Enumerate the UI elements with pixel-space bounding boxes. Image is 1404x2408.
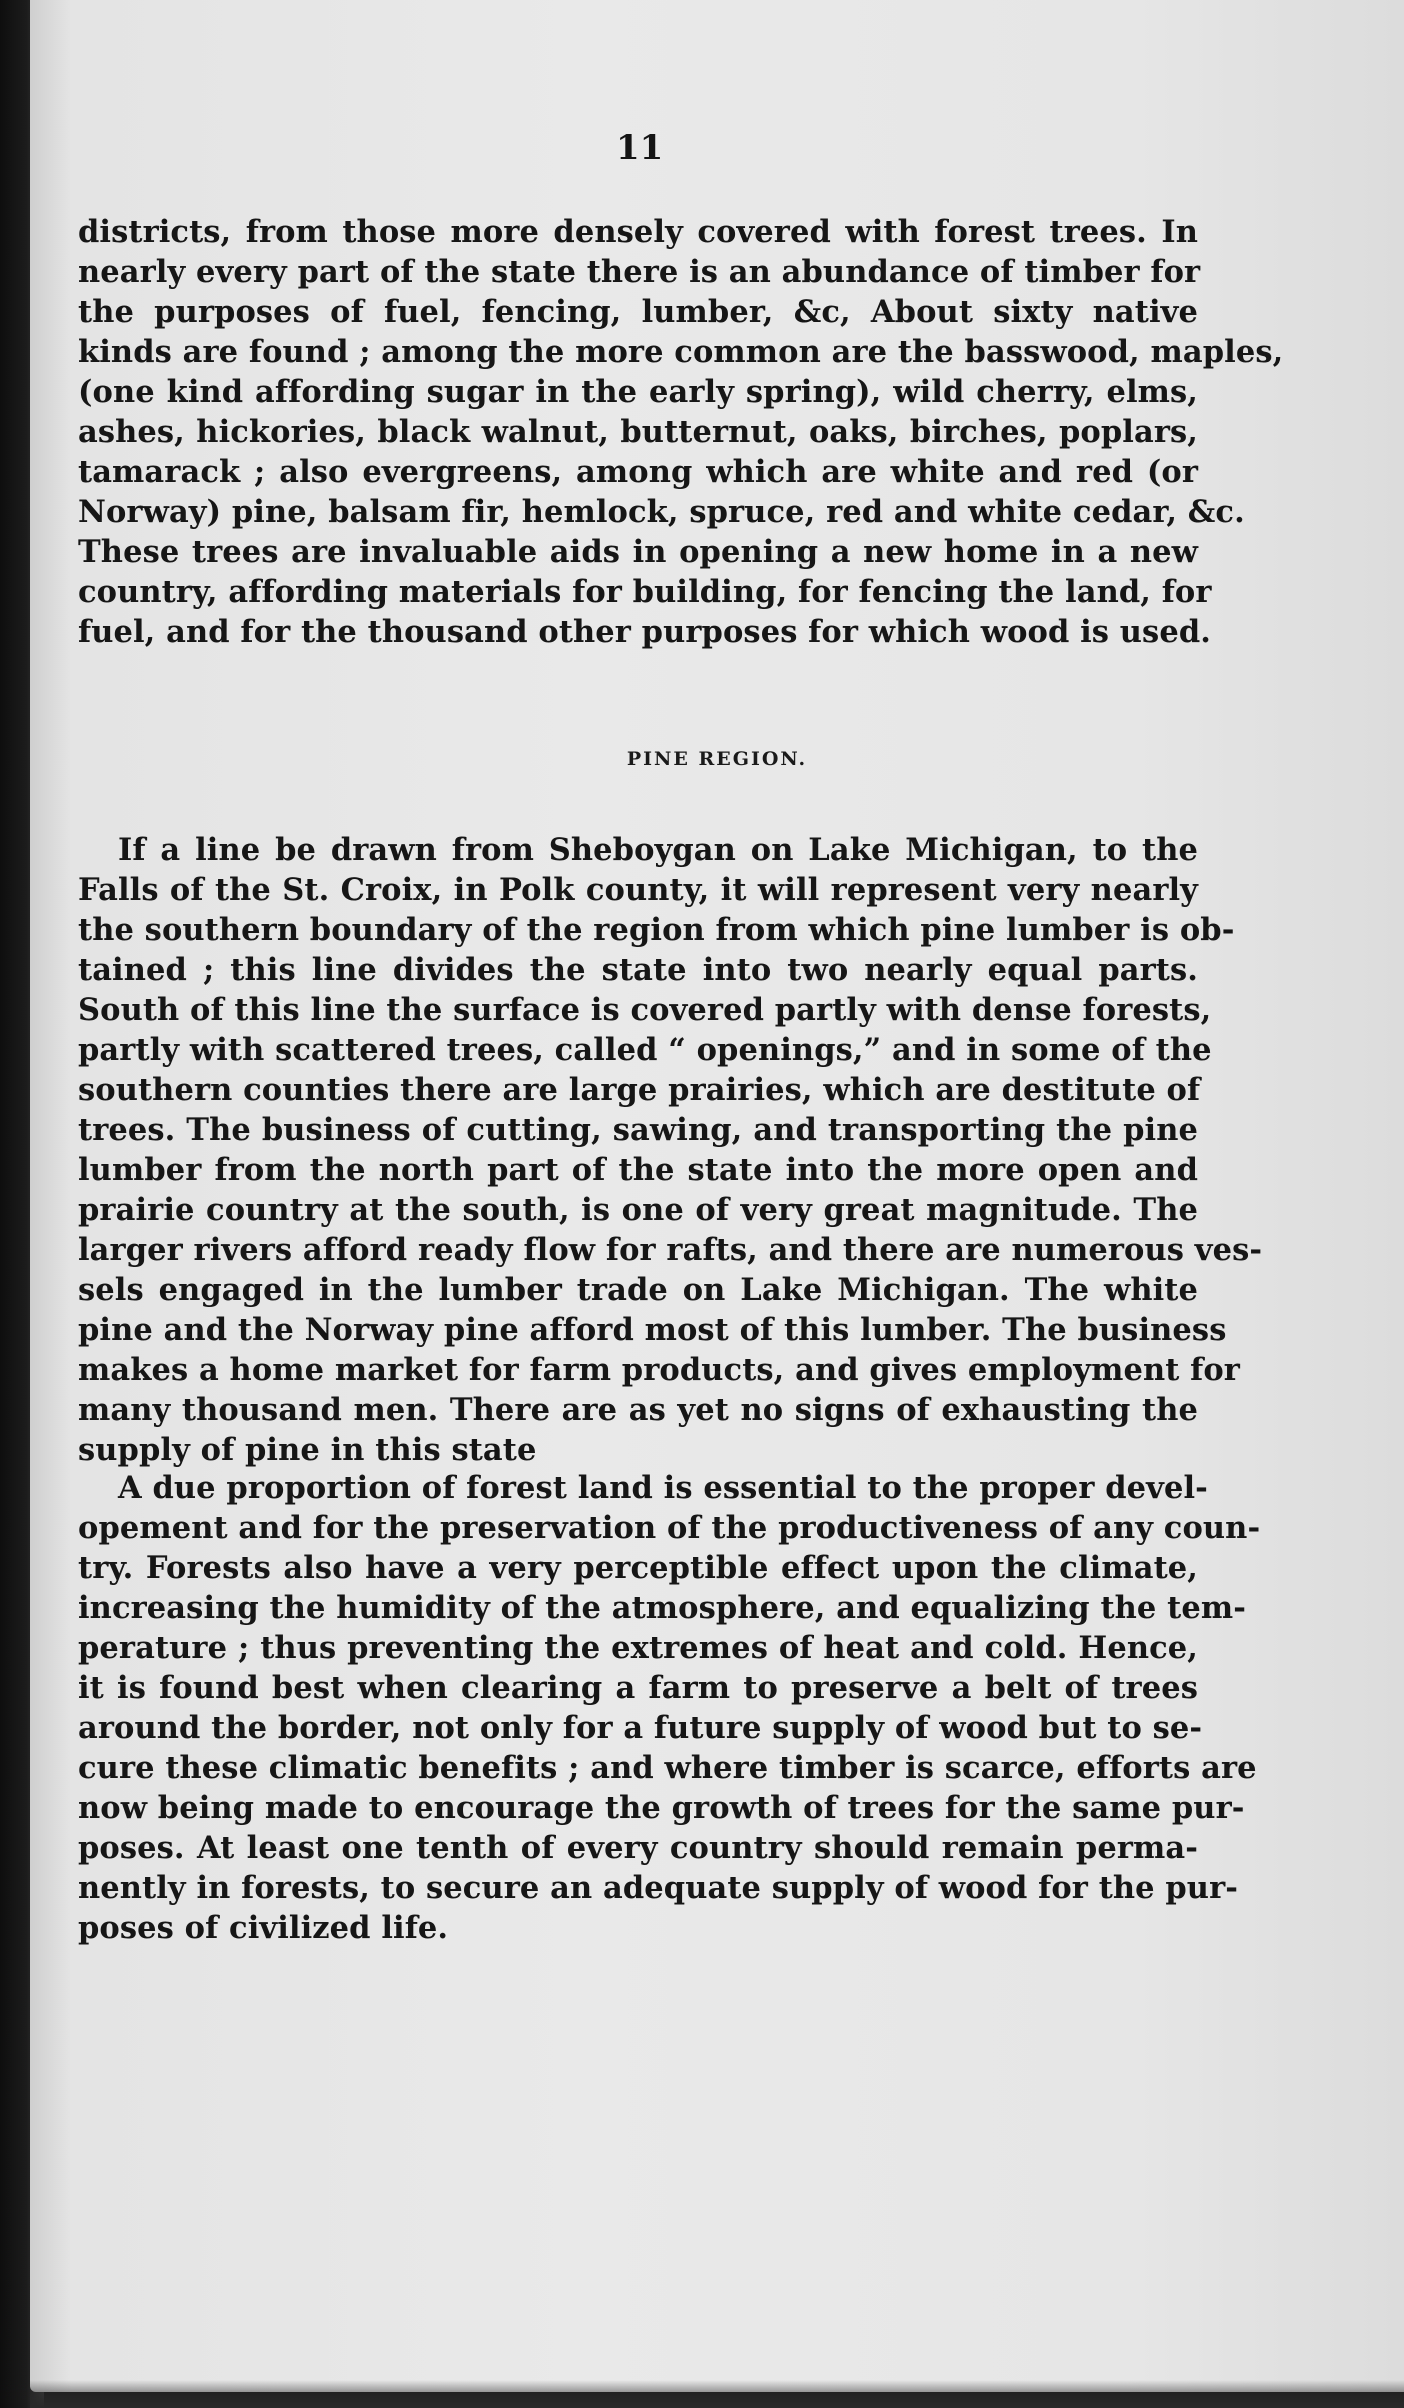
text-line: A due proportion of forest land is essential to the proper devel- [118, 1470, 1208, 1506]
paragraph-forest-trees [78, 212, 1284, 652]
text-line: lumber from the north part of the state into the more open and [78, 1152, 1198, 1188]
text-line: Norway) pine, balsam fir, hemlock, spruce, red and white cedar, &c. [78, 494, 1245, 530]
text-line: These trees are invaluable aids in opening a new home in a new [78, 534, 1198, 570]
text-line: trees. The business of cutting, sawing, and transporting the pine [78, 1112, 1198, 1148]
text-line: around the border, not only for a future supply of wood but to se- [78, 1710, 1203, 1746]
text-line: kinds are found ; among the more common are the basswood, maples, [78, 334, 1284, 370]
text-line: poses of civilized life. [78, 1910, 449, 1946]
text-line: poses. At least one tenth of every country should remain perma- [78, 1830, 1198, 1866]
page-number: 11 [616, 128, 664, 168]
text-line: southern counties there are large prairies, which are destitute of [78, 1072, 1201, 1108]
page-bottom-shadow [30, 2380, 1404, 2408]
text-line: Falls of the St. Croix, in Polk county, it will represent very nearly [78, 872, 1198, 908]
book-page [30, 0, 1404, 2392]
text-line: now being made to encourage the growth of trees for the same pur- [78, 1790, 1245, 1826]
paragraph-pine-region [78, 830, 1263, 1470]
text-line: makes a home market for farm products, and gives employment for [78, 1352, 1240, 1388]
text-line: try. Forests also have a very perceptible effect upon the climate, [78, 1550, 1198, 1586]
text-line: many thousand men. There are as yet no signs of exhausting the [78, 1392, 1198, 1428]
text-line: districts, from those more densely covered with forest trees. In [78, 214, 1198, 250]
text-line: supply of pine in this state [78, 1432, 537, 1468]
text-line: ashes, hickories, black walnut, butternut, oaks, birches, poplars, [78, 414, 1198, 450]
paragraph-forest-proportion [78, 1468, 1261, 1948]
text-line: tamarack ; also evergreens, among which are white and red (or [78, 454, 1198, 490]
text-line: larger rivers afford ready flow for rafts, and there are numerous ves- [78, 1232, 1263, 1268]
text-line: opement and for the preservation of the productiveness of any coun- [78, 1510, 1261, 1546]
text-line: it is found best when clearing a farm to preserve a belt of trees [78, 1670, 1198, 1706]
text-line: (one kind affording sugar in the early spring), wild cherry, elms, [78, 374, 1198, 410]
text-line: the purposes of fuel, fencing, lumber, &c, About sixty native [78, 294, 1198, 330]
text-line: South of this line the surface is covered partly with dense forests, [78, 992, 1212, 1028]
text-line: nearly every part of the state there is an abundance of timber for [78, 254, 1201, 290]
section-heading-pine-region: PINE REGION. [626, 748, 808, 770]
text-line: fuel, and for the thousand other purposes for which wood is used. [78, 614, 1211, 650]
text-line: increasing the humidity of the atmosphere, and equalizing the tem- [78, 1590, 1246, 1626]
text-line: nently in forests, to secure an adequate supply of wood for the pur- [78, 1870, 1239, 1906]
text-line: the southern boundary of the region from which pine lumber is ob- [78, 912, 1235, 948]
text-line: cure these climatic benefits ; and where timber is scarce, efforts are [78, 1750, 1257, 1786]
text-line: sels engaged in the lumber trade on Lake Michigan. The white [78, 1272, 1198, 1308]
text-line: partly with scattered trees, called “ openings,” and in some of the [78, 1032, 1212, 1068]
text-line: prairie country at the south, is one of very great magnitude. The [78, 1192, 1198, 1228]
text-line: If a line be drawn from Sheboygan on Lake Michigan, to the [118, 832, 1198, 868]
text-line: country, affording materials for building, for fencing the land, for [78, 574, 1212, 610]
text-line: tained ; this line divides the state into two nearly equal parts. [78, 952, 1198, 988]
text-line: perature ; thus preventing the extremes of heat and cold. Hence, [78, 1630, 1198, 1666]
text-line: pine and the Norway pine afford most of this lumber. The business [78, 1312, 1227, 1348]
